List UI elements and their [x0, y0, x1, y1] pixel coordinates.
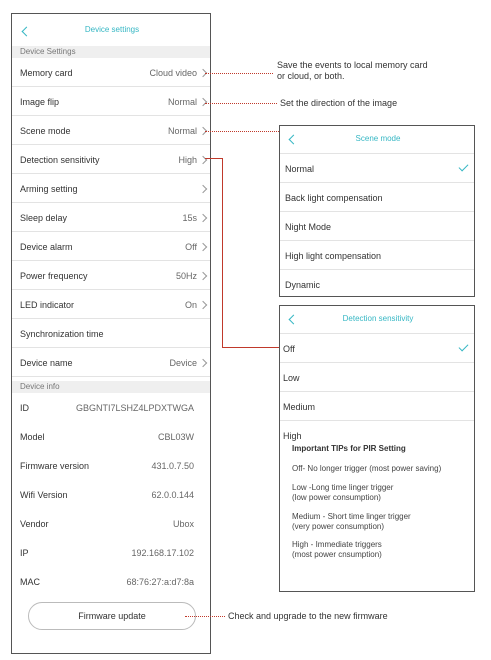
- callout-firmware: [185, 616, 225, 617]
- section-device-settings: Device Settings: [12, 46, 210, 58]
- pir-tip-line: High - Immediate triggers: [292, 540, 382, 549]
- info-row: [12, 509, 210, 538]
- settings-row-label: Device name: [20, 358, 73, 368]
- settings-row-label: Arming setting: [20, 184, 78, 194]
- info-row: [12, 422, 210, 451]
- settings-row-value: 50Hz: [175, 271, 197, 281]
- info-row-value: 192.168.17.102: [131, 548, 194, 558]
- settings-row-label: Detection sensitivity: [20, 155, 100, 165]
- detection-option-label: Off: [283, 344, 295, 354]
- info-row-label: ID: [20, 403, 29, 413]
- detection-sensitivity-title: Detection sensitivity: [342, 314, 414, 323]
- info-row-value: 62.0.0.144: [151, 490, 194, 500]
- settings-row[interactable]: [12, 232, 210, 261]
- device-settings-screen: [11, 13, 211, 654]
- chevron-right-icon: [199, 359, 207, 367]
- info-row-label: Vendor: [20, 519, 49, 529]
- scene-mode-option-label: Normal: [285, 164, 315, 174]
- info-row: [12, 567, 210, 596]
- scene-mode-screen: [279, 125, 475, 297]
- scene-mode-option[interactable]: [280, 211, 474, 240]
- pir-tip-line: (low power consumption): [292, 493, 381, 502]
- firmware-note: Check and upgrade to the new firmware: [228, 611, 388, 621]
- callout-detection-c: [222, 347, 279, 348]
- scene-mode-option[interactable]: [280, 269, 474, 298]
- settings-row-label: Scene mode: [20, 126, 71, 136]
- memory-card-note-line-1: Save the events to local memory card: [277, 60, 428, 70]
- detection-option[interactable]: [280, 391, 474, 420]
- settings-row[interactable]: [12, 319, 210, 348]
- info-row-value: 68:76:27:a:d7:8a: [126, 577, 194, 587]
- checkmark-icon: [459, 162, 469, 172]
- info-row-label: Wifi Version: [20, 490, 68, 500]
- callout-scene-mode: [205, 131, 279, 132]
- callout-image-flip: [205, 103, 277, 104]
- chevron-right-icon: [199, 272, 207, 280]
- settings-row-value: High: [178, 155, 197, 165]
- scene-mode-option[interactable]: [280, 240, 474, 269]
- info-row: [12, 451, 210, 480]
- scene-mode-option[interactable]: [280, 153, 474, 182]
- scene-mode-option-label: Back light compensation: [285, 193, 383, 203]
- back-arrow-icon[interactable]: [22, 27, 32, 37]
- settings-row-value: On: [184, 300, 197, 310]
- settings-row-value: Normal: [167, 126, 197, 136]
- settings-row-label: LED indicator: [20, 300, 75, 310]
- detection-option-label: High: [283, 431, 302, 441]
- info-row-value: Ubox: [172, 519, 194, 529]
- back-arrow-icon[interactable]: [289, 135, 299, 145]
- scene-mode-option[interactable]: [280, 182, 474, 211]
- chevron-right-icon: [199, 243, 207, 251]
- section-device-info: Device info: [12, 381, 210, 393]
- settings-row[interactable]: [12, 174, 210, 203]
- checkmark-icon: [459, 342, 469, 352]
- settings-row[interactable]: [12, 87, 210, 116]
- scene-mode-option-label: High light compensation: [285, 251, 382, 261]
- back-arrow-icon[interactable]: [289, 315, 299, 325]
- detection-option-label: Medium: [283, 402, 316, 412]
- detection-option[interactable]: [280, 362, 474, 391]
- detection-sensitivity-screen: [279, 305, 475, 592]
- settings-row[interactable]: [12, 348, 210, 377]
- chevron-right-icon: [199, 301, 207, 309]
- settings-row-value: Cloud video: [149, 68, 197, 78]
- callout-detection-a: [205, 158, 222, 159]
- settings-row-label: Sleep delay: [20, 213, 68, 223]
- settings-row-value: Device: [169, 358, 197, 368]
- scene-mode-option-label: Dynamic: [285, 280, 321, 290]
- settings-row[interactable]: [12, 145, 210, 174]
- settings-row-label: Device alarm: [20, 242, 73, 252]
- chevron-right-icon: [199, 98, 207, 106]
- info-row: [12, 538, 210, 567]
- settings-row-value: Normal: [167, 97, 197, 107]
- pir-tip-line: (most power cnsumption): [292, 550, 382, 559]
- settings-row-label: Power frequency: [20, 271, 88, 281]
- chevron-right-icon: [199, 185, 207, 193]
- settings-row-value: Off: [185, 242, 197, 252]
- pir-tip-line: (very power consumption): [292, 522, 385, 531]
- info-row-value: CBL03W: [157, 432, 194, 442]
- info-row-label: Model: [20, 432, 45, 442]
- info-row-label: Firmware version: [20, 461, 90, 471]
- scene-mode-title: Scene mode: [355, 134, 401, 143]
- info-row-value: GBGNTI7LSHZ4LPDXTWGA: [75, 403, 194, 413]
- callout-detection-b: [222, 158, 223, 347]
- pir-tips-title: Important TIPs for PIR Setting: [292, 444, 406, 453]
- info-row: [12, 393, 210, 422]
- detection-option-label: Low: [283, 373, 300, 383]
- info-row-value: 431.0.7.50: [151, 461, 194, 471]
- info-row-label: IP: [20, 548, 29, 558]
- callout-memory-card: [205, 73, 273, 74]
- pir-tip-line: Low -Long time linger trigger: [292, 483, 394, 492]
- settings-row[interactable]: [12, 116, 210, 145]
- info-row-label: MAC: [20, 577, 40, 587]
- detection-option[interactable]: [280, 333, 474, 362]
- scene-mode-option-label: Night Mode: [285, 222, 332, 232]
- settings-row-label: Synchronization time: [20, 329, 104, 339]
- settings-row[interactable]: [12, 58, 210, 87]
- settings-row[interactable]: [12, 203, 210, 232]
- settings-row-value: 15s: [182, 213, 197, 223]
- settings-row[interactable]: [12, 290, 210, 319]
- settings-row-label: Memory card: [20, 68, 73, 78]
- settings-row[interactable]: [12, 261, 210, 290]
- chevron-right-icon: [199, 214, 207, 222]
- device-settings-title: Device settings: [84, 25, 140, 34]
- settings-row-label: Image flip: [20, 97, 60, 107]
- image-flip-note: Set the direction of the image: [280, 98, 398, 108]
- memory-card-note-line-2: or cloud, or both.: [277, 71, 345, 81]
- pir-tip-line: Off- No longer trigger (most power saving): [292, 464, 442, 473]
- firmware-update-button[interactable]: Firmware update: [28, 602, 196, 630]
- pir-tip-line: Medium - Short time linger trigger: [292, 512, 411, 521]
- info-row: [12, 480, 210, 509]
